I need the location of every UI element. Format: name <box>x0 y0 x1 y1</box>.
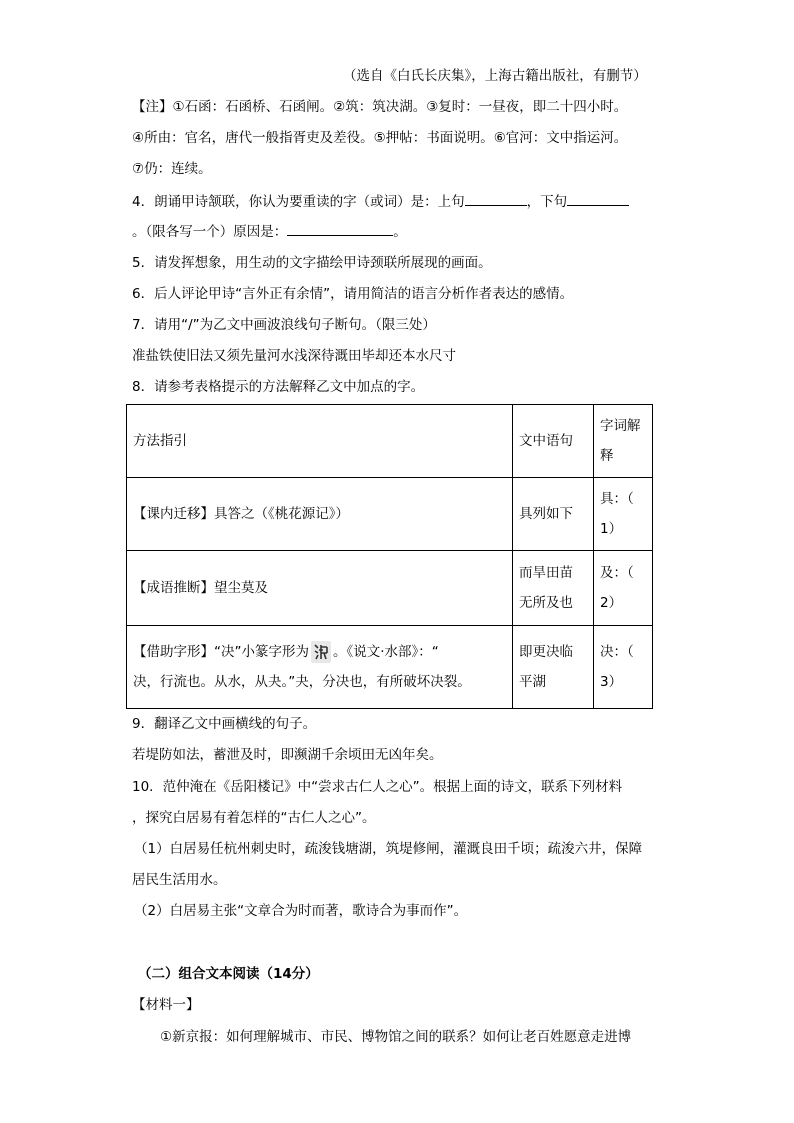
header-meaning: 字词解 释 <box>594 405 653 478</box>
answer-blank-lower[interactable] <box>567 191 629 206</box>
row1-sentence: 具列如下 <box>513 478 594 551</box>
row3-sentence: 即更决临 平湖 <box>513 626 594 709</box>
question-7: 7．请用“/”为乙文中画波浪线句子断句。（限三处） <box>132 317 436 333</box>
question-6: 6．后人评论甲诗“言外正有余情”，请用简洁的语言分析作者表达的感情。 <box>132 286 574 302</box>
q4-text-2: ，下句 <box>526 194 568 210</box>
question-10-cont: ，探究白居易有着怎样的“古仁人之心”。 <box>132 810 376 826</box>
answer-blank-upper[interactable] <box>465 191 527 206</box>
table-row <box>127 626 653 709</box>
question-8: 8．请参考表格提示的方法解释乙文中加点的字。 <box>132 379 425 395</box>
section-title: （二）组合文本阅读（14分） <box>138 966 319 982</box>
note-line-1: 【注】①石函：石函桥、石函闸。②筑：筑决湖。③复时：一昼夜，即二十四小时。 <box>132 99 628 115</box>
table-row <box>127 551 653 626</box>
material-text: ①新京报：如何理解城市、市民、博物馆之间的联系？如何让老百姓愿意走进博 <box>160 1029 632 1045</box>
material-1-line-1: （1）白居易任杭州刺史时，疏浚钱塘湖，筑堤修闸，灌溉良田千顷；疏浚六井，保障 <box>134 841 643 857</box>
material-label: 【材料一】 <box>132 997 200 1013</box>
q4-text-4: 。 <box>393 224 407 240</box>
table-row <box>127 478 653 551</box>
row1-method: 【课内迁移】具答之（《桃花源记》） <box>127 478 513 551</box>
question-4-cont <box>132 221 407 242</box>
material-2: （2）白居易主张“文章合为时而著，歌诗合为事而作”。 <box>134 903 468 919</box>
seal-script-image <box>311 641 331 663</box>
q4-text-1: 4．朗诵甲诗颔联，你认为要重读的字（或词）是：上句 <box>132 194 465 210</box>
source-citation: （选自《白氏长庆集》，上海古籍出版社，有删节） <box>343 68 647 84</box>
answer-blank-reason[interactable] <box>287 221 393 236</box>
row2-meaning[interactable]: 及：（ 2） <box>594 551 653 626</box>
question-4 <box>132 191 629 212</box>
header-method: 方法指引 <box>127 405 513 478</box>
q4-text-3: 。（限各写一个）原因是： <box>132 224 288 240</box>
question-5: 5．请发挥想象，用生动的文字描绘甲诗颈联所展现的画面。 <box>132 255 492 271</box>
row3-method: 【借助字形】“决”小篆字形为 。《说文·水部》：“ 决，行流也。从水，从夬。”夬，分决也，有所破坏决裂。 <box>127 626 513 709</box>
question-10: 10．范仲淹在《岳阳楼记》中“尝求古仁人之心”。根据上面的诗文，联系下列材料 <box>132 779 623 795</box>
question-9-sentence: 若堤防如法，蓄泄及时，即濒湖千余顷田无凶年矣。 <box>132 747 443 763</box>
material-1-line-2: 居民生活用水。 <box>132 872 227 888</box>
row3-meaning[interactable]: 决：（ 3） <box>594 626 653 709</box>
question-7-sentence: 准盐铁使旧法又须先量河水浅深待溉田毕却还本水尺寸 <box>132 348 456 364</box>
row2-method: 【成语推断】望尘莫及 <box>127 551 513 626</box>
method-table <box>126 404 653 709</box>
header-sentence: 文中语句 <box>513 405 594 478</box>
note-line-2: ④所由：官名，唐代一般指胥吏及差役。⑤押帖：书面说明。⑥官河：文中指运河。 <box>132 130 628 146</box>
note-line-3: ⑦仍：连续。 <box>132 161 212 177</box>
row2-sentence: 而旱田苗 无所及也 <box>513 551 594 626</box>
row1-meaning[interactable]: 具：（ 1） <box>594 478 653 551</box>
question-9: 9．翻译乙文中画横线的句子。 <box>132 716 317 732</box>
table-header-row <box>127 405 653 478</box>
